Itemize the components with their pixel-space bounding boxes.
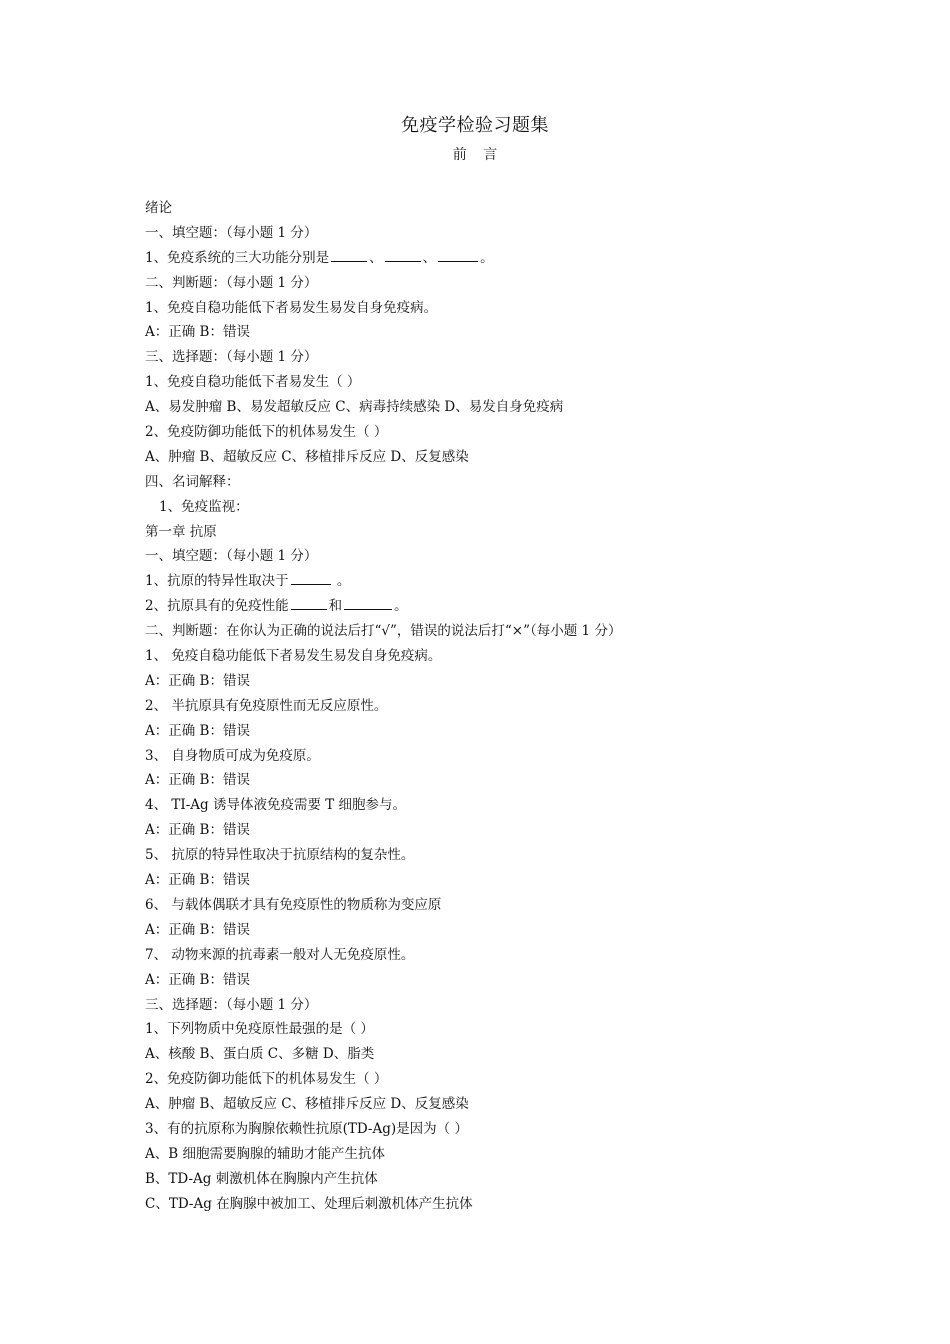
separator-text: 和 bbox=[328, 598, 343, 615]
question-text: 1、下列物质中免疫原性最强的是（ ） bbox=[145, 1021, 374, 1038]
separator-text: 。 bbox=[332, 573, 351, 590]
question-text: 2、免疫防御功能低下的机体易发生（ ） bbox=[145, 1071, 388, 1088]
question-text: 2、抗原具有的免疫性能 bbox=[145, 598, 289, 615]
answer-options: A：正确 B：错误 bbox=[145, 971, 250, 988]
fill-blank-question bbox=[145, 594, 835, 619]
question-text: 1、抗原的特异性取决于 bbox=[145, 573, 289, 590]
document-body bbox=[145, 196, 835, 1217]
document-title: 免疫学检验习题集 bbox=[401, 115, 549, 136]
question-type-heading: 二、判断题：在你认为正确的说法后打“√”，错误的说法后打“×”（每小题 1 分） bbox=[145, 623, 622, 640]
question-text: 3、有的抗原称为胸腺依赖性抗原(TD-Ag)是因为（ ） bbox=[145, 1120, 468, 1137]
question-type-heading: 一、填空题：（每小题 1 分） bbox=[145, 224, 318, 241]
answer-options: A：正确 B：错误 bbox=[145, 872, 250, 889]
question-type-heading: 一、填空题：（每小题 1 分） bbox=[145, 548, 318, 565]
answer-options: A、肿瘤 B、超敏反应 C、移植排斥反应 D、反复感染 bbox=[145, 448, 469, 465]
question-text: 1、免疫监视： bbox=[159, 498, 249, 515]
fill-blank-question bbox=[145, 246, 835, 271]
answer-options: A：正确 B：错误 bbox=[145, 921, 250, 938]
answer-blank bbox=[291, 595, 327, 610]
separator-text: 、 bbox=[422, 249, 437, 266]
question-text: 1、 免疫自稳功能低下者易发生易发自身免疫病。 bbox=[145, 648, 442, 665]
question-text: 3、 自身物质可成为免疫原。 bbox=[145, 747, 320, 764]
answer-options: A：正确 B：错误 bbox=[145, 822, 250, 839]
answer-option: C、TD-Ag 在胸腺中被加工、处理后刺激机体产生抗体 bbox=[145, 1195, 473, 1212]
answer-option: A、B 细胞需要胸腺的辅助才能产生抗体 bbox=[145, 1145, 385, 1162]
question-text: 2、 半抗原具有免疫原性而无反应原性。 bbox=[145, 697, 388, 714]
answer-blank bbox=[438, 247, 478, 262]
chapter-heading: 第一章 抗原 bbox=[145, 523, 217, 540]
question-type-heading: 二、判断题：（每小题 1 分） bbox=[145, 274, 318, 291]
answer-options: A：正确 B：错误 bbox=[145, 672, 250, 689]
question-text: 1、免疫自稳功能低下者易发生（ ） bbox=[145, 374, 361, 391]
section-heading-intro: 绪论 bbox=[145, 200, 172, 216]
answer-option: B、TD-Ag 刺激机体在胸腺内产生抗体 bbox=[145, 1170, 378, 1187]
fill-blank-question bbox=[145, 569, 835, 594]
question-text: 1、免疫系统的三大功能分别是 bbox=[145, 249, 330, 266]
answer-blank bbox=[331, 247, 367, 262]
answer-blank bbox=[385, 247, 421, 262]
question-text: 5、 抗原的特异性取决于抗原结构的复杂性。 bbox=[145, 847, 415, 864]
question-type-heading: 四、名词解释： bbox=[145, 473, 240, 490]
answer-blank bbox=[291, 570, 331, 585]
answer-options: A：正确 B：错误 bbox=[145, 324, 250, 341]
question-text: 4、 TI-Ag 诱导体液免疫需要 T 细胞参与。 bbox=[145, 797, 407, 814]
document-subtitle: 前 言 bbox=[452, 147, 498, 163]
question-type-heading: 三、选择题：（每小题 1 分） bbox=[145, 349, 318, 366]
question-text: 7、 动物来源的抗毒素一般对人无免疫原性。 bbox=[145, 946, 415, 963]
answer-blank bbox=[344, 595, 392, 610]
question-type-heading: 三、选择题：（每小题 1 分） bbox=[145, 996, 318, 1013]
answer-options: A：正确 B：错误 bbox=[145, 722, 250, 739]
answer-options: A：正确 B：错误 bbox=[145, 772, 250, 789]
question-text: 1、免疫自稳功能低下者易发生易发自身免疫病。 bbox=[145, 299, 438, 316]
answer-options: A、易发肿瘤 B、易发超敏反应 C、病毒持续感染 D、易发自身免疫病 bbox=[145, 399, 564, 416]
separator-text: 。 bbox=[480, 249, 494, 266]
question-text: 2、免疫防御功能低下的机体易发生（ ） bbox=[145, 424, 388, 441]
answer-options: A、肿瘤 B、超敏反应 C、移植排斥反应 D、反复感染 bbox=[145, 1096, 469, 1113]
answer-options: A、核酸 B、蛋白质 C、多糖 D、脂类 bbox=[145, 1046, 375, 1063]
separator-text: 。 bbox=[394, 598, 408, 615]
question-text: 6、 与载体偶联才具有免疫原性的物质称为变应原 bbox=[145, 896, 442, 913]
separator-text: 、 bbox=[369, 249, 383, 266]
